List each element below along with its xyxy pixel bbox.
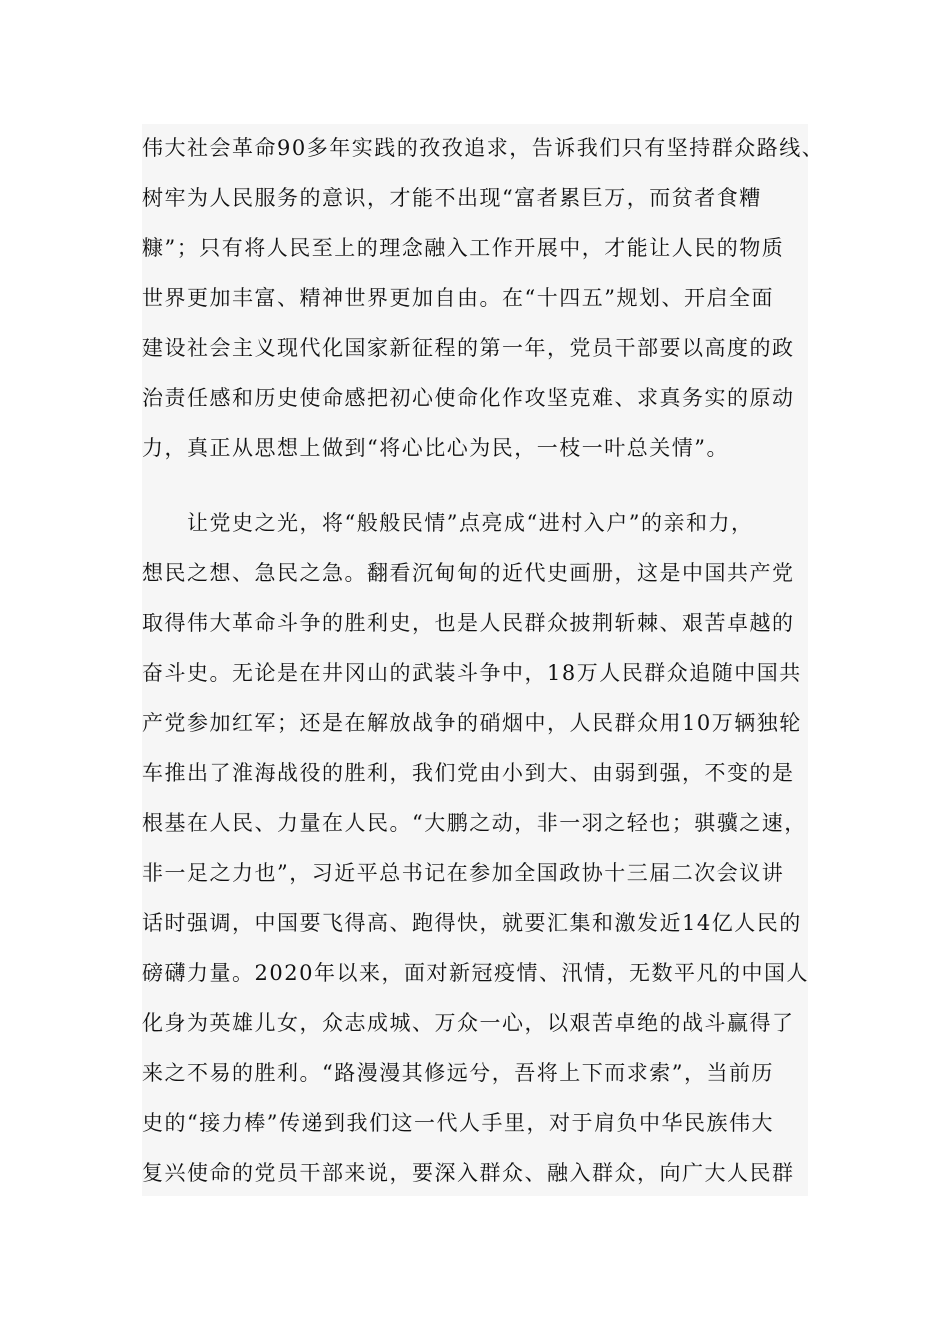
text-line: 伟大社会革命90多年实践的孜孜追求，告诉我们只有坚持群众路线、 bbox=[142, 136, 825, 160]
text-line: 糠”；只有将人民至上的理念融入工作开展中，才能让人民的物质 bbox=[142, 236, 785, 260]
text-line: 非一足之力也”，习近平总书记在参加全国政协十三届二次会议讲 bbox=[142, 861, 785, 885]
text-line: 化身为英雄儿女，众志成城、万众一心，以艰苦卓绝的战斗赢得了 bbox=[142, 1011, 795, 1035]
text-line: 取得伟大革命斗争的胜利史，也是人民群众披荆斩棘、艰苦卓越的 bbox=[142, 611, 795, 635]
text-line: 复兴使命的党员干部来说，要深入群众、融入群众，向广大人民群 bbox=[142, 1161, 795, 1185]
paragraph-1 bbox=[142, 123, 825, 473]
text-line: 建设社会主义现代化国家新征程的第一年，党员干部要以高度的政 bbox=[142, 336, 795, 360]
text-line: 让党史之光，将“般般民情”点亮成“进村入户”的亲和力， bbox=[142, 511, 754, 535]
text-line: 奋斗史。无论是在井冈山的武装斗争中，18万人民群众追随中国共 bbox=[142, 661, 802, 685]
text-line: 磅礴力量。2020年以来，面对新冠疫情、汛情，无数平凡的中国人 bbox=[142, 961, 809, 985]
text-line: 来之不易的胜利。“路漫漫其修远兮，吾将上下而求索”，当前历 bbox=[142, 1061, 774, 1085]
text-line: 产党参加红军；还是在解放战争的硝烟中，人民群众用10万辆独轮 bbox=[142, 711, 802, 735]
text-line: 树牢为人民服务的意识，才能不出现“富者累巨万，而贫者食糟 bbox=[142, 186, 762, 210]
text-line: 力，真正从思想上做到“将心比心为民，一枝一叶总关情”。 bbox=[142, 436, 729, 460]
text-line: 车推出了淮海战役的胜利，我们党由小到大、由弱到强，不变的是 bbox=[142, 761, 795, 785]
text-line: 根基在人民、力量在人民。“大鹏之动，非一羽之轻也；骐骥之速， bbox=[142, 811, 807, 835]
text-line: 想民之想、急民之急。翻看沉甸甸的近代史画册，这是中国共产党 bbox=[142, 561, 795, 585]
text-line: 治责任感和历史使命感把初心使命化作攻坚克难、求真务实的原动 bbox=[142, 386, 795, 410]
text-line: 史的“接力棒”传递到我们这一代人手里，对于肩负中华民族伟大 bbox=[142, 1111, 774, 1135]
text-line: 话时强调，中国要飞得高、跑得快，就要汇集和激发近14亿人民的 bbox=[142, 911, 802, 935]
text-line: 世界更加丰富、精神世界更加自由。在“十四五”规划、开启全面 bbox=[142, 286, 774, 310]
paragraph-2 bbox=[142, 498, 822, 1198]
